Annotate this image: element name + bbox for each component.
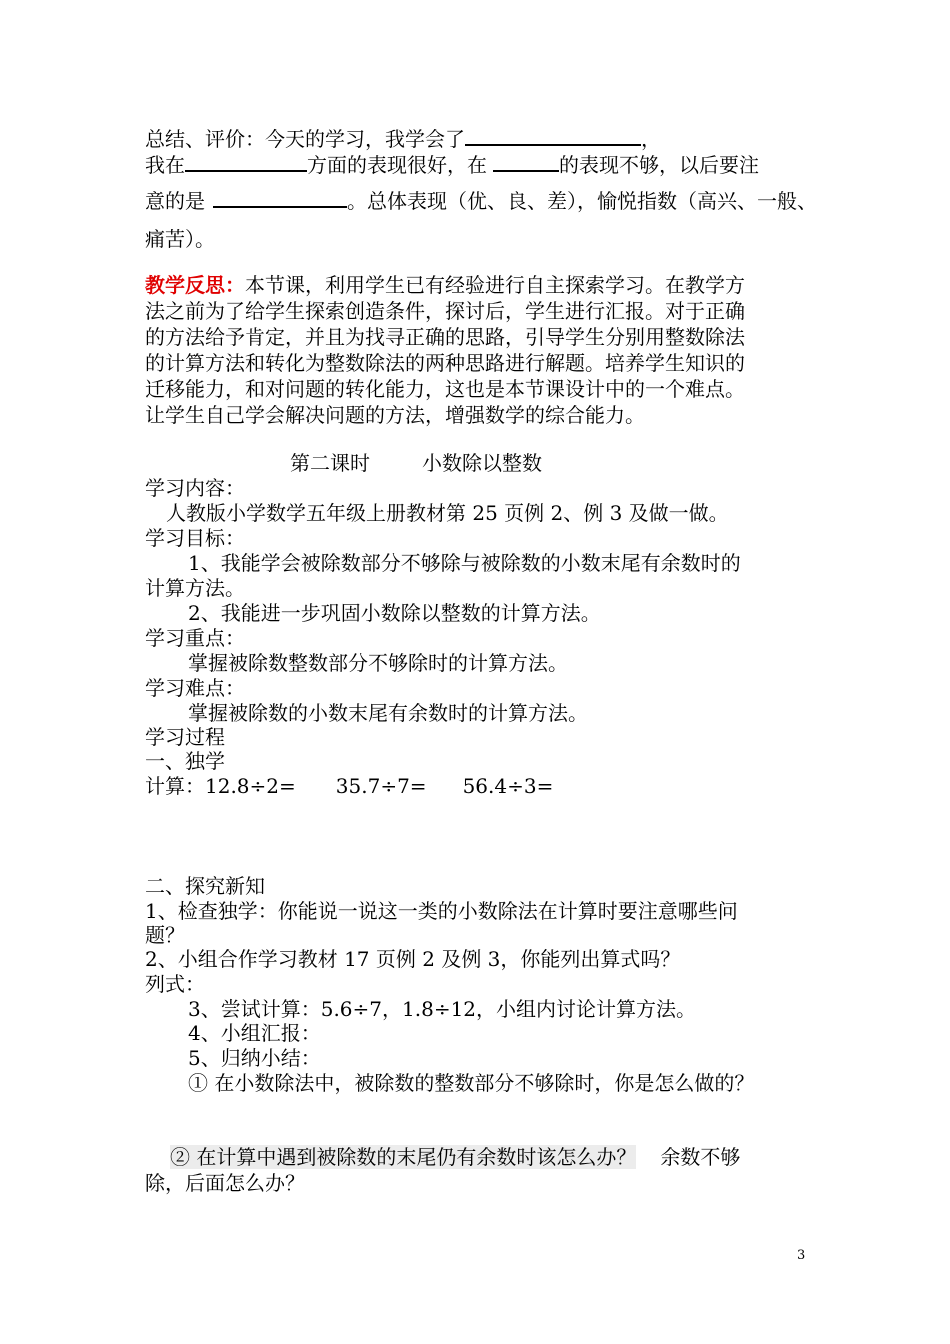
difficulty-heading: 学习难点： [145, 676, 245, 700]
section-2: 二、探究新知 [145, 874, 265, 898]
goal-1: 1、我能学会被除数部分不够除与被除数的小数末尾有余数时的 [188, 551, 741, 575]
reflection-line: 迁移能力，和对问题的转化能力，这也是本节课设计中的一个难点。 [145, 377, 745, 401]
summary-line-3 [145, 186, 817, 214]
question-1: 1、检查独学：你能说一说这一类的小数除法在计算时要注意哪些问 [145, 899, 738, 923]
goal-1-cont: 计算方法。 [145, 576, 245, 600]
summary-line-4: 痛苦）。 [145, 227, 215, 251]
summary-text: ， [641, 127, 661, 151]
reflection-line: 法之前为了给学生探索创造条件，探讨后，学生进行汇报。对于正确 [145, 299, 745, 323]
lesson-period: 第二课时 [290, 451, 370, 475]
highlighted-text: ② 在计算中遇到被除数的末尾仍有余数时该怎么办？ [170, 1145, 637, 1169]
calc-item: 56.4÷3= [462, 774, 554, 798]
reflection-line: 的方法给予肯定，并且为找寻正确的思路，引导学生分别用整数除法 [145, 325, 745, 349]
summary-line-2 [145, 150, 759, 178]
summary-text: 我在 [145, 153, 185, 177]
fill-in-blank[interactable] [465, 124, 641, 146]
question-5-2-cont: 除，后面怎么办？ [145, 1171, 305, 1195]
formula-label: 列式： [145, 972, 205, 996]
calc-label: 计算： [145, 774, 205, 798]
process-heading: 学习过程 [145, 725, 225, 749]
content-heading: 学习内容： [145, 476, 245, 500]
summary-text: 意的是 [145, 189, 205, 213]
lesson-topic: 小数除以整数 [422, 451, 542, 475]
difficulty-text: 掌握被除数的小数末尾有余数时的计算方法。 [188, 701, 588, 725]
question-4: 4、小组汇报： [188, 1021, 321, 1045]
goal-2: 2、我能进一步巩固小数除以整数的计算方法。 [188, 601, 601, 625]
calc-item: 35.7÷7= [335, 774, 427, 798]
calc-line [145, 773, 553, 799]
lesson-title [290, 450, 542, 476]
summary-text: 总结、评价：今天的学习，我学会了 [145, 127, 465, 151]
focus-heading: 学习重点： [145, 626, 245, 650]
question-1-cont: 题？ [145, 923, 185, 947]
summary-text: 的表现不够，以后要注 [559, 153, 759, 177]
reflection-text: 本节课，利用学生已有经验进行自主探索学习。在教学方 [245, 273, 745, 297]
focus-text: 掌握被除数整数部分不够除时的计算方法。 [188, 651, 568, 675]
summary-text: 。总体表现（优、良、差），愉悦指数（高兴、一般、 [347, 189, 817, 213]
reflection-line [145, 272, 745, 298]
section-1: 一、独学 [145, 749, 225, 773]
question-5: 5、归纳小结： [188, 1046, 321, 1070]
page-number: 3 [797, 1248, 806, 1263]
summary-line-1 [145, 124, 661, 152]
calc-item: 12.8÷2= [205, 774, 296, 798]
reflection-line: 让学生自己学会解决问题的方法，增强数学的综合能力。 [145, 403, 645, 427]
summary-text: 方面的表现很好，在 [307, 153, 487, 177]
reflection-line: 的计算方法和转化为整数除法的两种思路进行解题。培养学生知识的 [145, 351, 745, 375]
question-3: 3、尝试计算：5.6÷7，1.8÷12，小组内讨论计算方法。 [188, 997, 697, 1021]
fill-in-blank[interactable] [493, 150, 559, 172]
content-text: 人教版小学数学五年级上册教材第 25 页例 2、例 3 及做一做。 [166, 501, 729, 525]
reflection-label: 教学反思： [145, 273, 245, 297]
fill-in-blank[interactable] [213, 186, 347, 208]
question-5-2 [170, 1144, 740, 1170]
question-text: 余数不够 [660, 1145, 741, 1169]
question-2: 2、小组合作学习教材 17 页例 2 及例 3，你能列出算式吗？ [145, 947, 681, 971]
goals-heading: 学习目标： [145, 526, 245, 550]
question-5-1: ① 在小数除法中，被除数的整数部分不够除时，你是怎么做的？ [188, 1071, 755, 1095]
fill-in-blank[interactable] [185, 150, 307, 172]
